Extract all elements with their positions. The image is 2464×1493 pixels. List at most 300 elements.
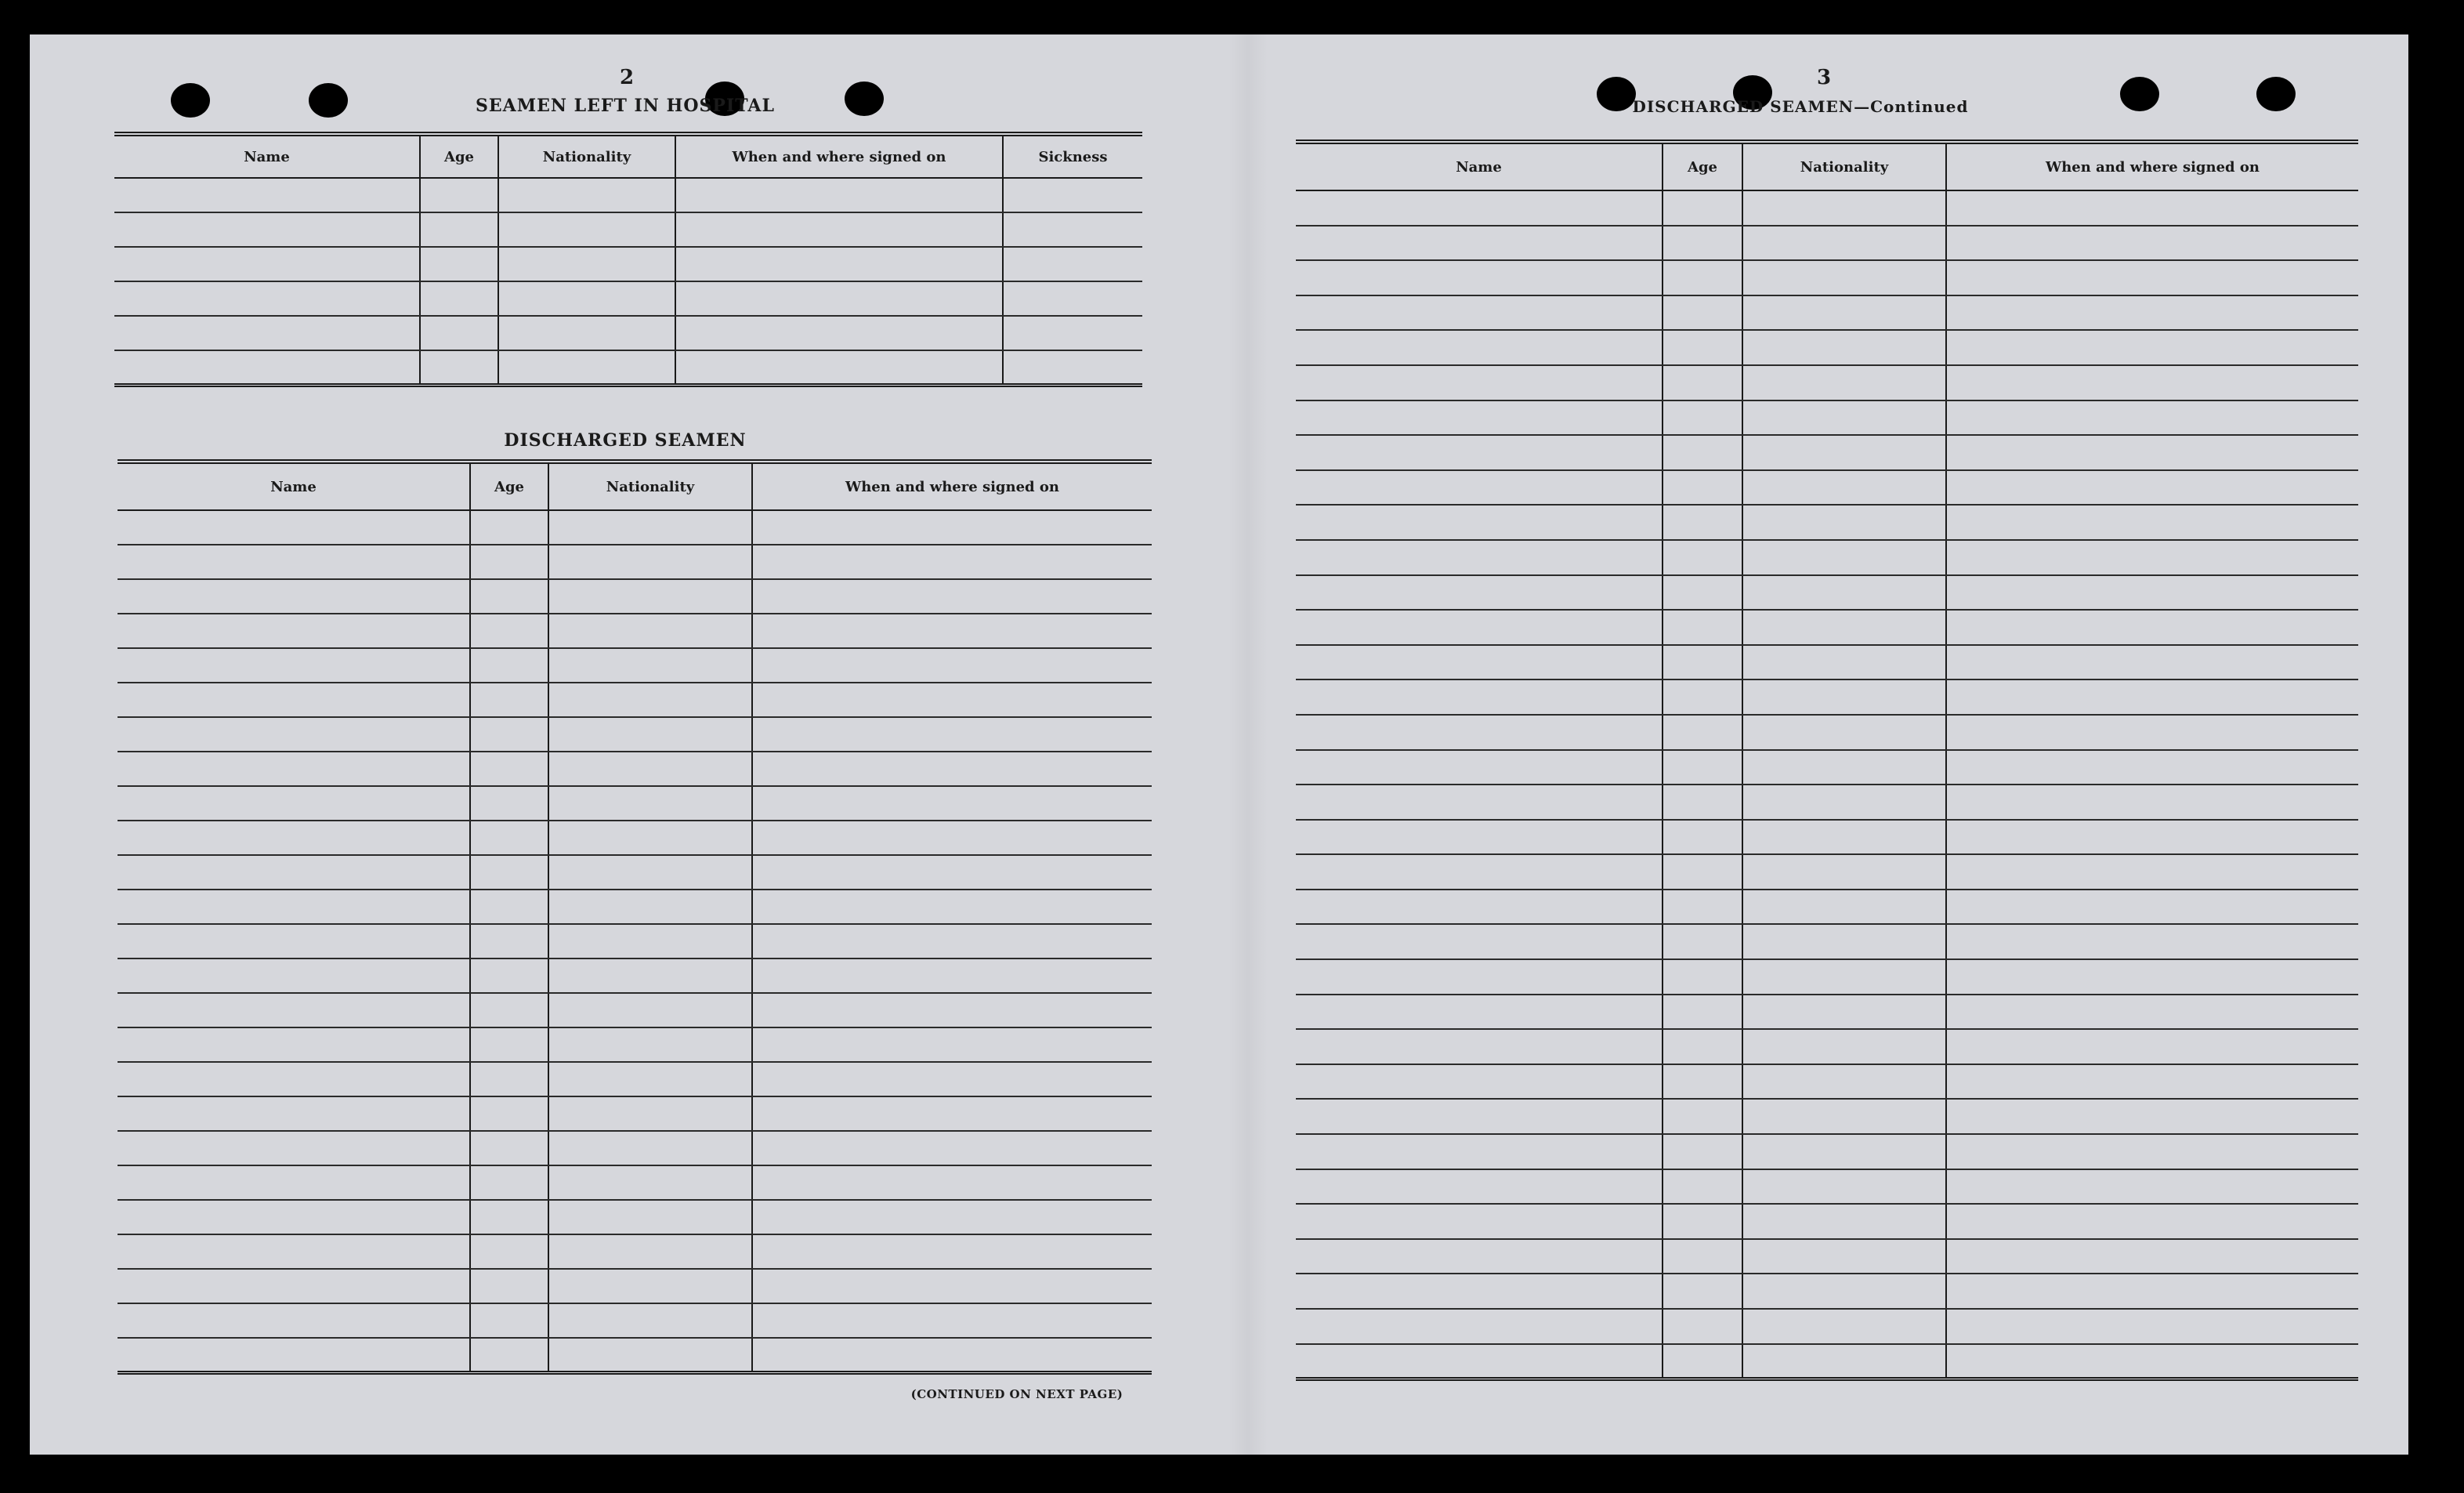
blank-cell (1296, 260, 1663, 295)
blank-cell (470, 1234, 548, 1269)
blank-cell (1946, 505, 2358, 540)
blank-cell (1663, 820, 1742, 855)
blank-cell (1663, 959, 1742, 995)
blank-cell (1003, 281, 1142, 316)
blank-cell (118, 786, 470, 821)
blank-cell (1296, 750, 1663, 785)
blank-cell (1663, 679, 1742, 715)
table-row (118, 1234, 1152, 1269)
blank-cell (1742, 995, 1946, 1030)
blank-cell (1742, 1169, 1946, 1205)
blank-cell (1946, 785, 2358, 820)
table-row (1296, 924, 2358, 959)
blank-cell (1946, 1204, 2358, 1239)
table-row (1296, 854, 2358, 890)
blank-cell (1003, 350, 1142, 385)
blank-cell (470, 579, 548, 614)
blank-cell (470, 1131, 548, 1165)
blank-cell (1742, 365, 1946, 400)
table-row (1296, 645, 2358, 680)
column-header-sickness: Sickness (1003, 134, 1142, 178)
blank-cell (114, 281, 420, 316)
blank-cell (548, 1062, 752, 1096)
blank-cell (548, 717, 752, 752)
blank-cell (752, 821, 1152, 855)
blank-cell (1296, 959, 1663, 995)
blank-cell (752, 1062, 1152, 1096)
blank-cell (752, 717, 1152, 752)
blank-cell (752, 579, 1152, 614)
blank-cell (1296, 854, 1663, 890)
blank-cell (548, 545, 752, 579)
blank-cell (1296, 820, 1663, 855)
blank-cell (1296, 995, 1663, 1030)
blank-cell (1742, 260, 1946, 295)
table-row (1296, 1344, 2358, 1379)
blank-cell (1946, 610, 2358, 645)
blank-cell (118, 1234, 470, 1269)
binder-hole (309, 83, 348, 118)
blank-cell (1296, 540, 1663, 575)
blank-cell (1742, 854, 1946, 890)
table-row (118, 683, 1152, 717)
blank-cell (548, 614, 752, 648)
blank-cell (752, 1027, 1152, 1062)
blank-cell (752, 1338, 1152, 1372)
binder-hole (171, 83, 210, 118)
table-row (1296, 679, 2358, 715)
blank-cell (114, 350, 420, 385)
table-row (118, 1027, 1152, 1062)
blank-cell (1663, 295, 1742, 331)
blank-cell (470, 1200, 548, 1234)
table-row (118, 614, 1152, 648)
blank-cell (1742, 470, 1946, 506)
blank-cell (752, 752, 1152, 786)
blank-cell (548, 786, 752, 821)
blank-cell (420, 316, 498, 350)
table-row (118, 993, 1152, 1027)
blank-cell (1663, 505, 1742, 540)
blank-cell (548, 1303, 752, 1338)
blank-cell (118, 821, 470, 855)
blank-cell (1296, 295, 1663, 331)
blank-cell (470, 1269, 548, 1303)
blank-cell (675, 316, 1003, 350)
binder-hole (2256, 77, 2296, 111)
blank-cell (752, 890, 1152, 924)
blank-cell (1663, 750, 1742, 785)
blank-cell (118, 717, 470, 752)
table-row (118, 1269, 1152, 1303)
blank-cell (1296, 1064, 1663, 1100)
blank-cell (1663, 435, 1742, 470)
blank-cell (1946, 820, 2358, 855)
blank-cell (118, 1131, 470, 1165)
blank-cell (548, 924, 752, 958)
blank-cell (420, 247, 498, 281)
column-header-signed-on: When and where signed on (1946, 142, 2358, 190)
blank-cell (1742, 1029, 1946, 1064)
column-header-age: Age (470, 462, 548, 510)
table-row (1296, 1274, 2358, 1309)
blank-cell (752, 855, 1152, 890)
scanned-document (30, 34, 2408, 1455)
blank-cell (752, 993, 1152, 1027)
blank-cell (118, 1338, 470, 1372)
table-row (1296, 470, 2358, 506)
blank-cell (1946, 679, 2358, 715)
blank-cell (1742, 1309, 1946, 1344)
blank-cell (1946, 1274, 2358, 1309)
table-row (1296, 330, 2358, 365)
table-row (1296, 226, 2358, 261)
blank-cell (470, 855, 548, 890)
blank-cell (1663, 365, 1742, 400)
blank-cell (420, 178, 498, 212)
blank-cell (470, 1096, 548, 1131)
blank-cell (498, 178, 675, 212)
table-row (118, 1200, 1152, 1234)
blank-cell (118, 545, 470, 579)
table-row (1296, 715, 2358, 750)
blank-cell (1742, 435, 1946, 470)
blank-cell (1296, 610, 1663, 645)
blank-cell (1663, 1099, 1742, 1134)
blank-cell (675, 350, 1003, 385)
blank-cell (1742, 645, 1946, 680)
blank-cell (1742, 750, 1946, 785)
blank-cell (1663, 1239, 1742, 1274)
blank-cell (1663, 190, 1742, 226)
blank-cell (118, 510, 470, 545)
blank-cell (675, 178, 1003, 212)
blank-cell (470, 958, 548, 993)
blank-cell (1742, 505, 1946, 540)
blank-cell (118, 683, 470, 717)
blank-cell (1946, 924, 2358, 959)
table-row (1296, 820, 2358, 855)
table-row (1296, 540, 2358, 575)
blank-cell (548, 1338, 752, 1372)
blank-cell (1742, 959, 1946, 995)
blank-cell (548, 1027, 752, 1062)
blank-cell (1742, 679, 1946, 715)
blank-cell (1296, 1274, 1663, 1309)
column-header-name: Name (114, 134, 420, 178)
blank-cell (118, 1096, 470, 1131)
blank-cell (1946, 1029, 2358, 1064)
blank-cell (114, 212, 420, 247)
table-row (1296, 505, 2358, 540)
blank-cell (1742, 1064, 1946, 1100)
blank-cell (470, 1027, 548, 1062)
table-row (114, 247, 1142, 281)
discharged-continued-title: DISCHARGED SEAMEN—Continued (1632, 97, 1969, 116)
blank-cell (1296, 785, 1663, 820)
blank-cell (498, 316, 675, 350)
table-row (1296, 995, 2358, 1030)
blank-cell (1946, 1064, 2358, 1100)
blank-cell (118, 1165, 470, 1200)
discharged-continued-table (1296, 140, 2358, 1381)
blank-cell (1296, 1204, 1663, 1239)
blank-cell (420, 350, 498, 385)
blank-cell (118, 752, 470, 786)
blank-cell (470, 510, 548, 545)
table-row (1296, 1204, 2358, 1239)
blank-cell (118, 993, 470, 1027)
blank-cell (470, 993, 548, 1027)
table-row (1296, 1064, 2358, 1100)
blank-cell (1296, 645, 1663, 680)
blank-cell (1296, 1029, 1663, 1064)
continued-note: (CONTINUED ON NEXT PAGE) (910, 1387, 1123, 1401)
blank-cell (752, 614, 1152, 648)
blank-cell (1296, 365, 1663, 400)
table-row (1296, 400, 2358, 436)
blank-cell (1742, 715, 1946, 750)
table-row (118, 1062, 1152, 1096)
blank-cell (1663, 854, 1742, 890)
blank-cell (470, 924, 548, 958)
table-row (1296, 959, 2358, 995)
right-page-number: 3 (1816, 66, 1832, 89)
blank-cell (1946, 959, 2358, 995)
blank-cell (548, 1269, 752, 1303)
blank-cell (548, 821, 752, 855)
blank-cell (420, 212, 498, 247)
table-row (1296, 1239, 2358, 1274)
blank-cell (1742, 226, 1946, 261)
blank-cell (548, 1200, 752, 1234)
table-row (1296, 295, 2358, 331)
blank-cell (675, 281, 1003, 316)
blank-cell (1296, 1344, 1663, 1379)
blank-cell (1663, 785, 1742, 820)
blank-cell (1663, 924, 1742, 959)
table-row (118, 821, 1152, 855)
column-header-signed-on: When and where signed on (675, 134, 1003, 178)
blank-cell (470, 614, 548, 648)
blank-cell (1946, 190, 2358, 226)
blank-cell (1742, 1274, 1946, 1309)
blank-cell (1946, 330, 2358, 365)
blank-cell (548, 958, 752, 993)
blank-cell (470, 1338, 548, 1372)
table-row (118, 786, 1152, 821)
blank-cell (1946, 1169, 2358, 1205)
blank-cell (1742, 295, 1946, 331)
blank-cell (1742, 610, 1946, 645)
blank-cell (1742, 190, 1946, 226)
blank-cell (1946, 750, 2358, 785)
blank-cell (420, 281, 498, 316)
blank-cell (1663, 715, 1742, 750)
blank-cell (1296, 1169, 1663, 1205)
table-row (118, 1131, 1152, 1165)
blank-cell (548, 683, 752, 717)
table-row (114, 316, 1142, 350)
table-row (118, 648, 1152, 683)
table-row (1296, 1099, 2358, 1134)
table-row (118, 717, 1152, 752)
blank-cell (470, 786, 548, 821)
blank-cell (470, 890, 548, 924)
column-header-nationality: Nationality (548, 462, 752, 510)
blank-cell (1296, 190, 1663, 226)
blank-cell (1946, 365, 2358, 400)
blank-cell (1946, 260, 2358, 295)
blank-cell (1946, 890, 2358, 925)
blank-cell (1946, 295, 2358, 331)
blank-cell (1946, 645, 2358, 680)
blank-cell (1742, 1239, 1946, 1274)
blank-cell (118, 890, 470, 924)
table-row (1296, 750, 2358, 785)
table-row (114, 281, 1142, 316)
blank-cell (548, 752, 752, 786)
blank-cell (118, 1200, 470, 1234)
blank-cell (752, 958, 1152, 993)
blank-cell (752, 510, 1152, 545)
table-row (118, 1165, 1152, 1200)
discharged-section-title: DISCHARGED SEAMEN (504, 430, 747, 451)
blank-cell (675, 212, 1003, 247)
table-row (114, 212, 1142, 247)
blank-cell (1296, 470, 1663, 506)
blank-cell (498, 247, 675, 281)
blank-cell (1946, 854, 2358, 890)
blank-cell (1296, 1099, 1663, 1134)
blank-cell (1003, 178, 1142, 212)
blank-cell (1946, 540, 2358, 575)
blank-cell (1296, 715, 1663, 750)
table-row (118, 855, 1152, 890)
blank-cell (752, 683, 1152, 717)
blank-cell (114, 178, 420, 212)
left-page-number: 2 (619, 66, 635, 89)
blank-cell (118, 1303, 470, 1338)
blank-cell (1663, 1309, 1742, 1344)
table-row (118, 579, 1152, 614)
blank-cell (752, 1234, 1152, 1269)
blank-cell (1742, 575, 1946, 611)
blank-cell (752, 786, 1152, 821)
blank-cell (470, 1303, 548, 1338)
table-row (1296, 610, 2358, 645)
blank-cell (118, 648, 470, 683)
blank-cell (1296, 505, 1663, 540)
blank-cell (752, 545, 1152, 579)
blank-cell (548, 579, 752, 614)
blank-cell (1663, 890, 1742, 925)
table-row (114, 350, 1142, 385)
discharged-table (118, 459, 1152, 1375)
blank-cell (548, 1165, 752, 1200)
blank-cell (1003, 247, 1142, 281)
blank-cell (548, 890, 752, 924)
table-row (118, 510, 1152, 545)
blank-cell (118, 924, 470, 958)
blank-cell (470, 1062, 548, 1096)
blank-cell (1663, 1169, 1742, 1205)
blank-cell (1003, 316, 1142, 350)
blank-cell (1946, 400, 2358, 436)
blank-cell (1663, 330, 1742, 365)
blank-cell (752, 1131, 1152, 1165)
blank-cell (1663, 226, 1742, 261)
blank-cell (118, 1062, 470, 1096)
blank-cell (1663, 995, 1742, 1030)
table-row (1296, 1134, 2358, 1169)
blank-cell (1946, 1239, 2358, 1274)
column-header-signed-on: When and where signed on (752, 462, 1152, 510)
blank-cell (1742, 1134, 1946, 1169)
hospital-section-title: SEAMEN LEFT IN HOSPITAL (476, 96, 775, 116)
blank-cell (1946, 1344, 2358, 1379)
blank-cell (1663, 470, 1742, 506)
blank-cell (1663, 645, 1742, 680)
table-row (118, 890, 1152, 924)
table-row (1296, 1029, 2358, 1064)
blank-cell (1946, 226, 2358, 261)
blank-cell (752, 1096, 1152, 1131)
blank-cell (1742, 785, 1946, 820)
blank-cell (1663, 1029, 1742, 1064)
blank-cell (1742, 1099, 1946, 1134)
table-row (1296, 435, 2358, 470)
table-row (118, 924, 1152, 958)
blank-cell (498, 281, 675, 316)
blank-cell (1296, 890, 1663, 925)
column-header-nationality: Nationality (498, 134, 675, 178)
blank-cell (118, 614, 470, 648)
blank-cell (1296, 400, 1663, 436)
blank-cell (1663, 1134, 1742, 1169)
blank-cell (470, 545, 548, 579)
blank-cell (1296, 924, 1663, 959)
blank-cell (114, 247, 420, 281)
blank-cell (752, 648, 1152, 683)
blank-cell (752, 1269, 1152, 1303)
column-header-name: Name (1296, 142, 1663, 190)
blank-cell (1663, 540, 1742, 575)
blank-cell (118, 579, 470, 614)
blank-cell (1742, 330, 1946, 365)
table-row (118, 1096, 1152, 1131)
hospital-table (114, 132, 1142, 387)
table-row (118, 1338, 1152, 1372)
column-header-nationality: Nationality (1742, 142, 1946, 190)
blank-cell (548, 993, 752, 1027)
binder-hole (2120, 77, 2159, 111)
binder-hole (845, 82, 884, 116)
blank-cell (1946, 995, 2358, 1030)
blank-cell (118, 1027, 470, 1062)
blank-cell (118, 855, 470, 890)
blank-cell (1742, 1204, 1946, 1239)
column-header-age: Age (420, 134, 498, 178)
blank-cell (1742, 890, 1946, 925)
blank-cell (470, 717, 548, 752)
page-fold (1228, 34, 1268, 1455)
blank-cell (470, 821, 548, 855)
table-row (1296, 1309, 2358, 1344)
blank-cell (675, 247, 1003, 281)
blank-cell (1663, 610, 1742, 645)
table-row (114, 178, 1142, 212)
